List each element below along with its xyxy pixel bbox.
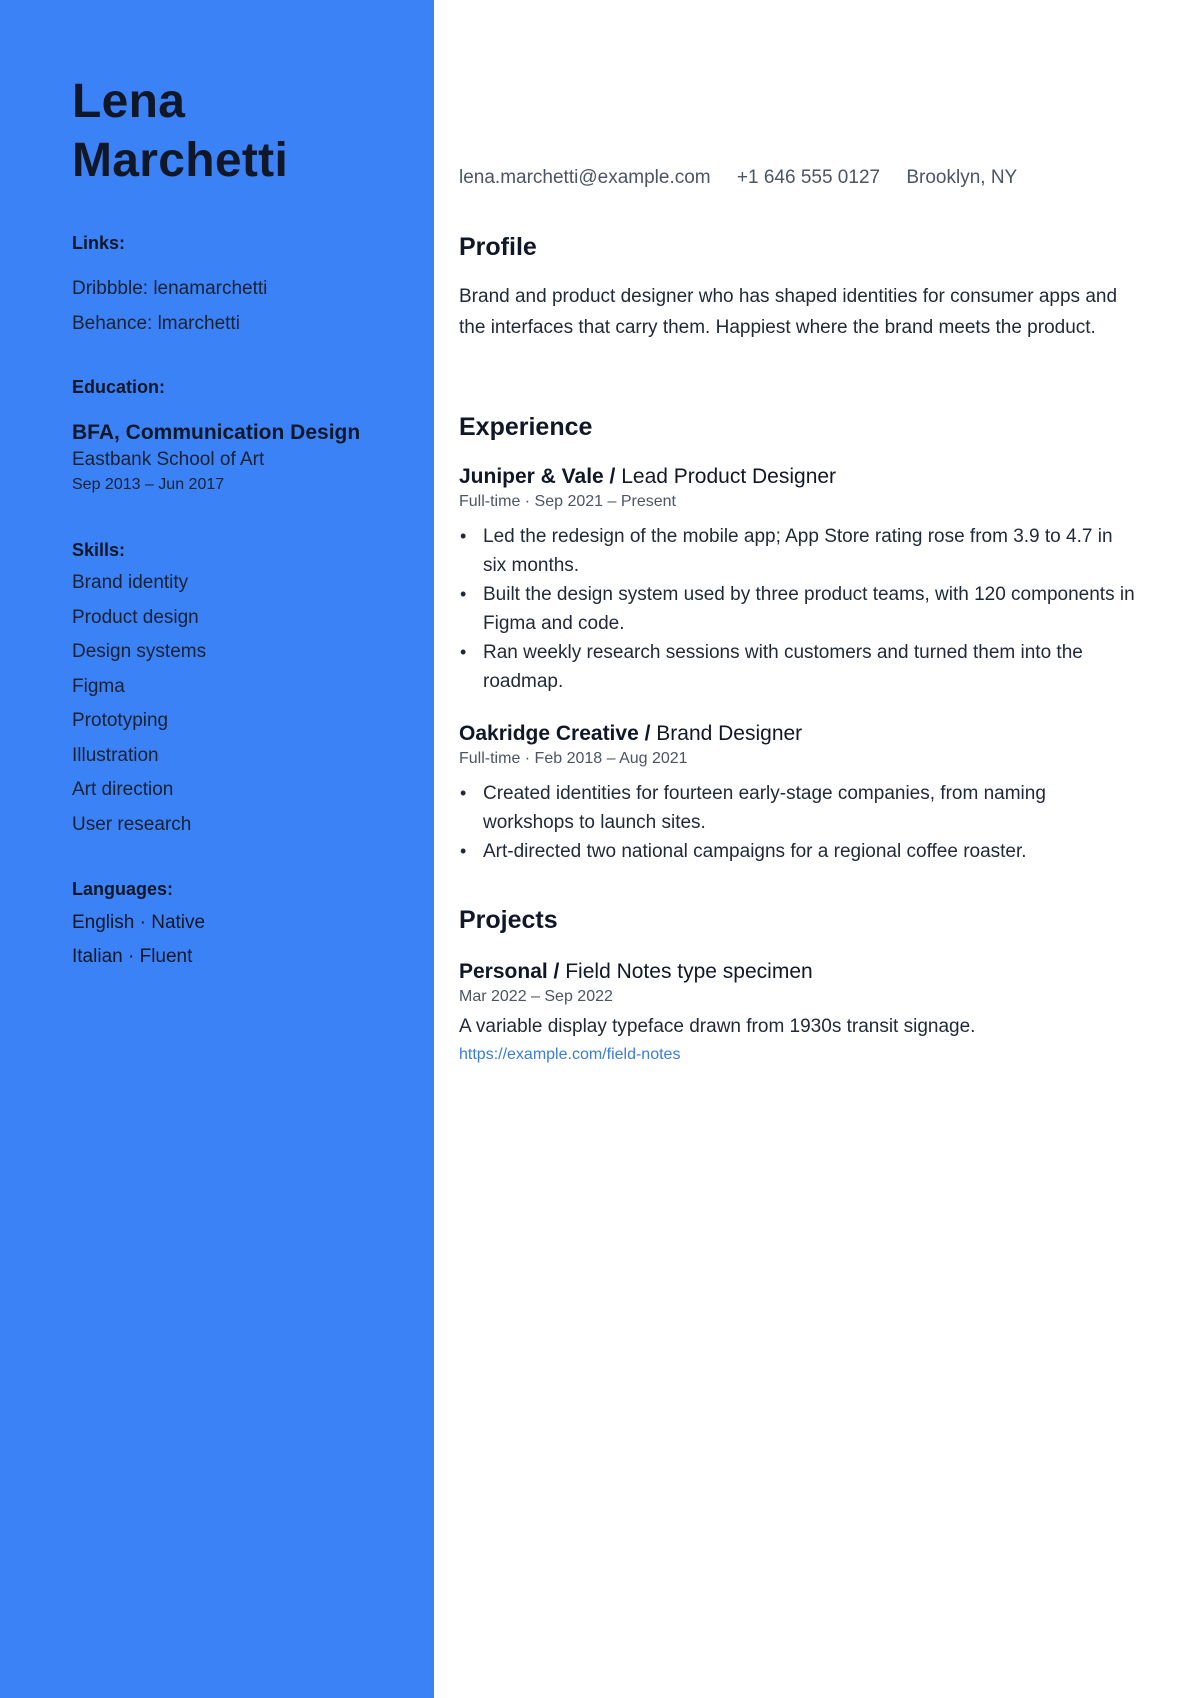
job-bullet: • Art-directed two national campaigns for a regional coffee roaster.	[459, 837, 1139, 866]
skill-item: Design systems	[72, 641, 207, 662]
education-school: Eastbank School of Art	[72, 449, 265, 470]
education-dates: Sep 2013 – Jun 2017	[72, 476, 225, 493]
projects-heading: Projects	[459, 906, 558, 934]
link-behance[interactable]: Behance: lmarchetti	[72, 313, 240, 334]
job-bullet: • Built the design system used by three product teams, with 120 components in Figma and code.	[459, 580, 1139, 638]
contact-bar	[459, 167, 1038, 189]
experience-heading: Experience	[459, 413, 593, 441]
contact-phone[interactable]: +1 646 555 0127	[736, 167, 881, 188]
job-company: Juniper & Vale /	[459, 465, 616, 488]
language-item: English · Native	[72, 912, 206, 933]
project-dates: Mar 2022 – Sep 2022	[459, 988, 613, 1005]
language-item: Italian · Fluent	[72, 946, 193, 967]
language-level: Native	[151, 912, 206, 933]
education-degree: BFA, Communication Design	[72, 421, 361, 444]
profile-heading: Profile	[459, 233, 537, 261]
sidebar	[0, 0, 434, 1698]
job-meta: Full-time · Feb 2018 – Aug 2021	[459, 750, 688, 767]
job-meta: Full-time · Sep 2021 – Present	[459, 493, 676, 510]
job-bullet: • Created identities for fourteen early-stage companies, from naming workshops to launch sites.	[459, 779, 1139, 837]
language-name: Italian	[72, 946, 123, 967]
education-entry	[72, 419, 360, 497]
skills-list	[72, 566, 206, 842]
job-bullet: • Ran weekly research sessions with customers and turned them into the roadmap.	[459, 638, 1139, 696]
project-title	[459, 958, 1139, 986]
project-org: Personal /	[459, 960, 560, 983]
languages-list	[72, 906, 205, 974]
skill-item: Figma	[72, 675, 125, 697]
skill-item: Product design	[72, 606, 199, 628]
skills-heading: Skills:	[72, 540, 126, 560]
job-bullets	[459, 522, 1139, 696]
skill-item: Art direction	[72, 779, 174, 800]
job-role: Brand Designer	[656, 722, 803, 745]
last-name: Marchetti	[72, 134, 289, 187]
skill-item: Brand identity	[72, 572, 189, 593]
contact-email[interactable]: lena.marchetti@example.com	[459, 167, 711, 188]
project-name: Field Notes type specimen	[565, 960, 813, 983]
skill-item: User research	[72, 813, 192, 835]
job-bullets	[459, 779, 1139, 866]
contact-location: Brooklyn, NY	[906, 167, 1018, 188]
language-name: English	[72, 912, 135, 933]
job-title	[459, 463, 1139, 491]
links-heading: Links:	[72, 233, 126, 253]
project-entry	[459, 958, 1139, 1067]
job-title	[459, 720, 1139, 748]
profile-text: Brand and product designer who has shaped identities for consumer apps and the interfaces that carry them. Happiest where the brand meets the product.	[459, 286, 1118, 338]
language-level: Fluent	[139, 946, 193, 967]
project-description: A variable display typeface drawn from 1930s transit signage.	[459, 1016, 976, 1037]
job-company: Oakridge Creative /	[459, 722, 651, 745]
first-name: Lena	[72, 75, 186, 128]
job-entry	[459, 463, 1139, 696]
education-heading: Education:	[72, 377, 165, 397]
job-bullet: • Led the redesign of the mobile app; App Store rating rose from 3.9 to 4.7 in six months.	[459, 522, 1139, 580]
languages-heading: Languages:	[72, 879, 174, 899]
links-list	[72, 271, 267, 341]
candidate-name	[72, 72, 288, 190]
skill-item: Illustration	[72, 744, 159, 766]
project-link[interactable]: https://example.com/field-notes	[459, 1046, 681, 1063]
job-entry	[459, 720, 1139, 866]
link-dribbble[interactable]: Dribbble: lenamarchetti	[72, 278, 268, 299]
skill-item: Prototyping	[72, 710, 169, 731]
job-role: Lead Product Designer	[621, 465, 837, 488]
